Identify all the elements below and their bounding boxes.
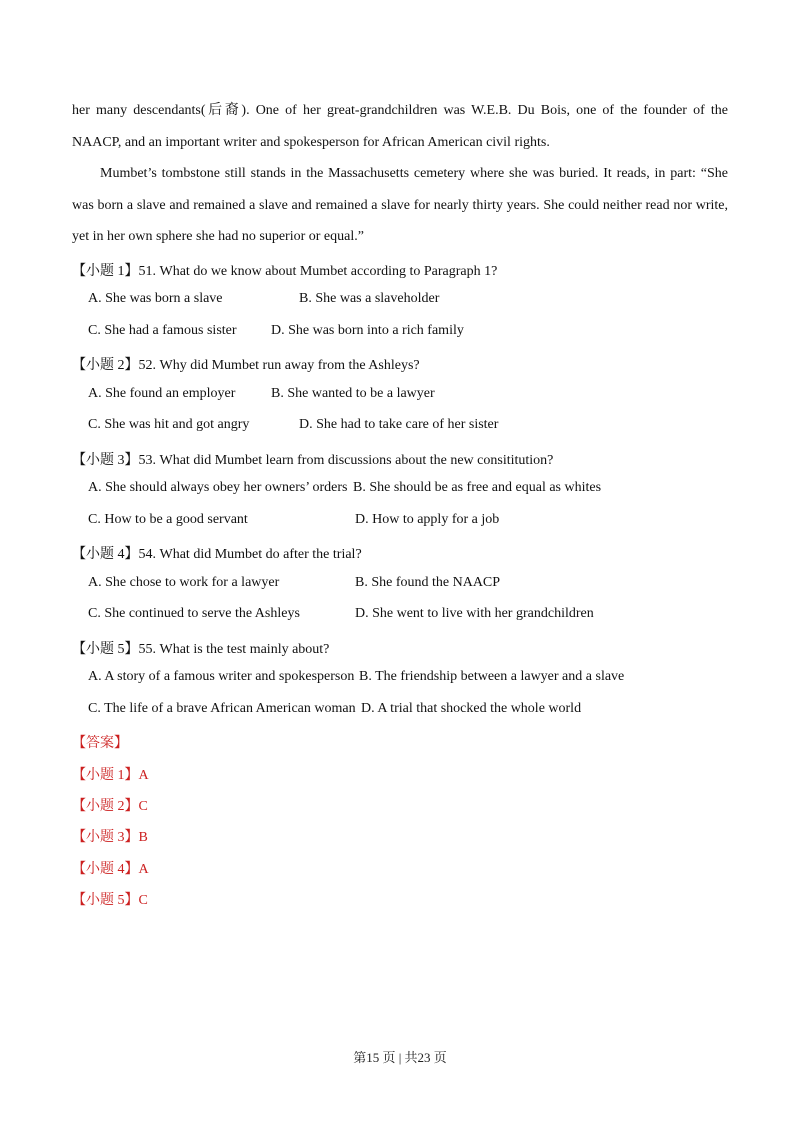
answer-1: 【小题 1】A: [72, 768, 149, 783]
question-1-option-d: D. She was born into a rich family: [271, 323, 464, 338]
question-5-option-c: C. The life of a brave African American woman: [88, 701, 356, 716]
question-3-option-a: A. She should always obey her owners’ orders: [88, 480, 348, 495]
question-2-option-c: C. She was hit and got angry: [88, 417, 250, 432]
answer-3: 【小题 3】B: [72, 830, 148, 845]
question-3-option-b: B. She should be as free and equal as whites: [353, 480, 602, 495]
question-4-option-b: B. She found the NAACP: [355, 575, 501, 590]
passage-paragraph-2: Mumbet’s tombstone still stands in the Massachusetts cemetery where she was buried. It reads, in part: “She was born a slave and remained a slave and remained a slave for nearly thirty years. She could neither read nor write, yet in her own sphere she had no superior or equal.”: [72, 166, 728, 244]
question-3-stem: 【小题 3】53. What did Mumbet learn from discussions about the new consititution?: [72, 453, 554, 468]
question-4-stem: 【小题 4】54. What did Mumbet do after the trial?: [72, 547, 362, 562]
answer-5: 【小题 5】C: [72, 893, 148, 908]
question-5-option-a: A. A story of a famous writer and spokesperson: [88, 669, 355, 684]
question-1-option-a: A. She was born a slave: [88, 291, 223, 306]
question-4-option-d: D. She went to live with her grandchildren: [355, 606, 594, 621]
passage-paragraph-1: her many descendants(后裔). One of her great-grandchildren was W.E.B. Du Bois, one of the founder of the NAACP, and an important writer and spokesperson for African American civil rights.: [72, 103, 728, 150]
answer-2: 【小题 2】C: [72, 799, 148, 814]
question-1-option-b: B. She was a slaveholder: [299, 291, 440, 306]
answer-4: 【小题 4】A: [72, 862, 149, 877]
question-1-stem: 【小题 1】51. What do we know about Mumbet according to Paragraph 1?: [72, 264, 498, 279]
question-2-option-b: B. She wanted to be a lawyer: [271, 386, 435, 401]
question-2-stem: 【小题 2】52. Why did Mumbet run away from the Ashleys?: [72, 358, 420, 373]
question-5-option-d: D. A trial that shocked the whole world: [361, 701, 582, 716]
question-4-option-c: C. She continued to serve the Ashleys: [88, 606, 300, 621]
page-footer: 第15 页 | 共23 页: [353, 1050, 447, 1065]
question-2-option-a: A. She found an employer: [88, 386, 236, 401]
question-3-option-c: C. How to be a good servant: [88, 512, 248, 527]
question-4-option-a: A. She chose to work for a lawyer: [88, 575, 280, 590]
question-1-option-c: C. She had a famous sister: [88, 323, 237, 338]
question-2-option-d: D. She had to take care of her sister: [299, 417, 499, 432]
question-5-option-b: B. The friendship between a lawyer and a slave: [359, 669, 625, 684]
answer-heading: 【答案】: [72, 736, 128, 751]
question-5-stem: 【小题 5】55. What is the test mainly about?: [72, 642, 330, 657]
question-3-option-d: D. How to apply for a job: [355, 512, 500, 527]
